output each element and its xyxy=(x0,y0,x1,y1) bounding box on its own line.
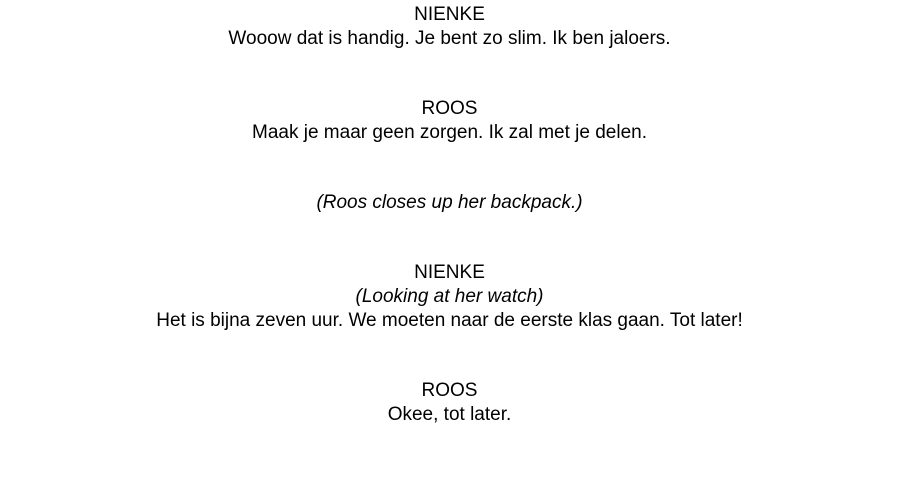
character-name: NIENKE xyxy=(414,4,485,25)
dialogue-block xyxy=(0,379,899,427)
parenthetical: (Looking at her watch) xyxy=(355,286,544,307)
dialogue-line: Okee, tot later. xyxy=(387,404,512,425)
stage-direction: (Roos closes up her backpack.) xyxy=(316,192,583,213)
character-name: NIENKE xyxy=(414,262,485,283)
action-block xyxy=(0,191,899,215)
dialogue-block xyxy=(0,97,899,145)
character-name: ROOS xyxy=(421,380,478,401)
dialogue-block xyxy=(0,3,899,51)
character-name: ROOS xyxy=(421,98,478,119)
dialogue-line: Wooow dat is handig. Je bent zo slim. Ik ben jaloers. xyxy=(228,28,671,49)
dialogue-line: Maak je maar geen zorgen. Ik zal met je delen. xyxy=(252,122,647,143)
dialogue-line: Het is bijna zeven uur. We moeten naar de eerste klas gaan. Tot later! xyxy=(156,310,743,331)
dialogue-block xyxy=(0,261,899,333)
